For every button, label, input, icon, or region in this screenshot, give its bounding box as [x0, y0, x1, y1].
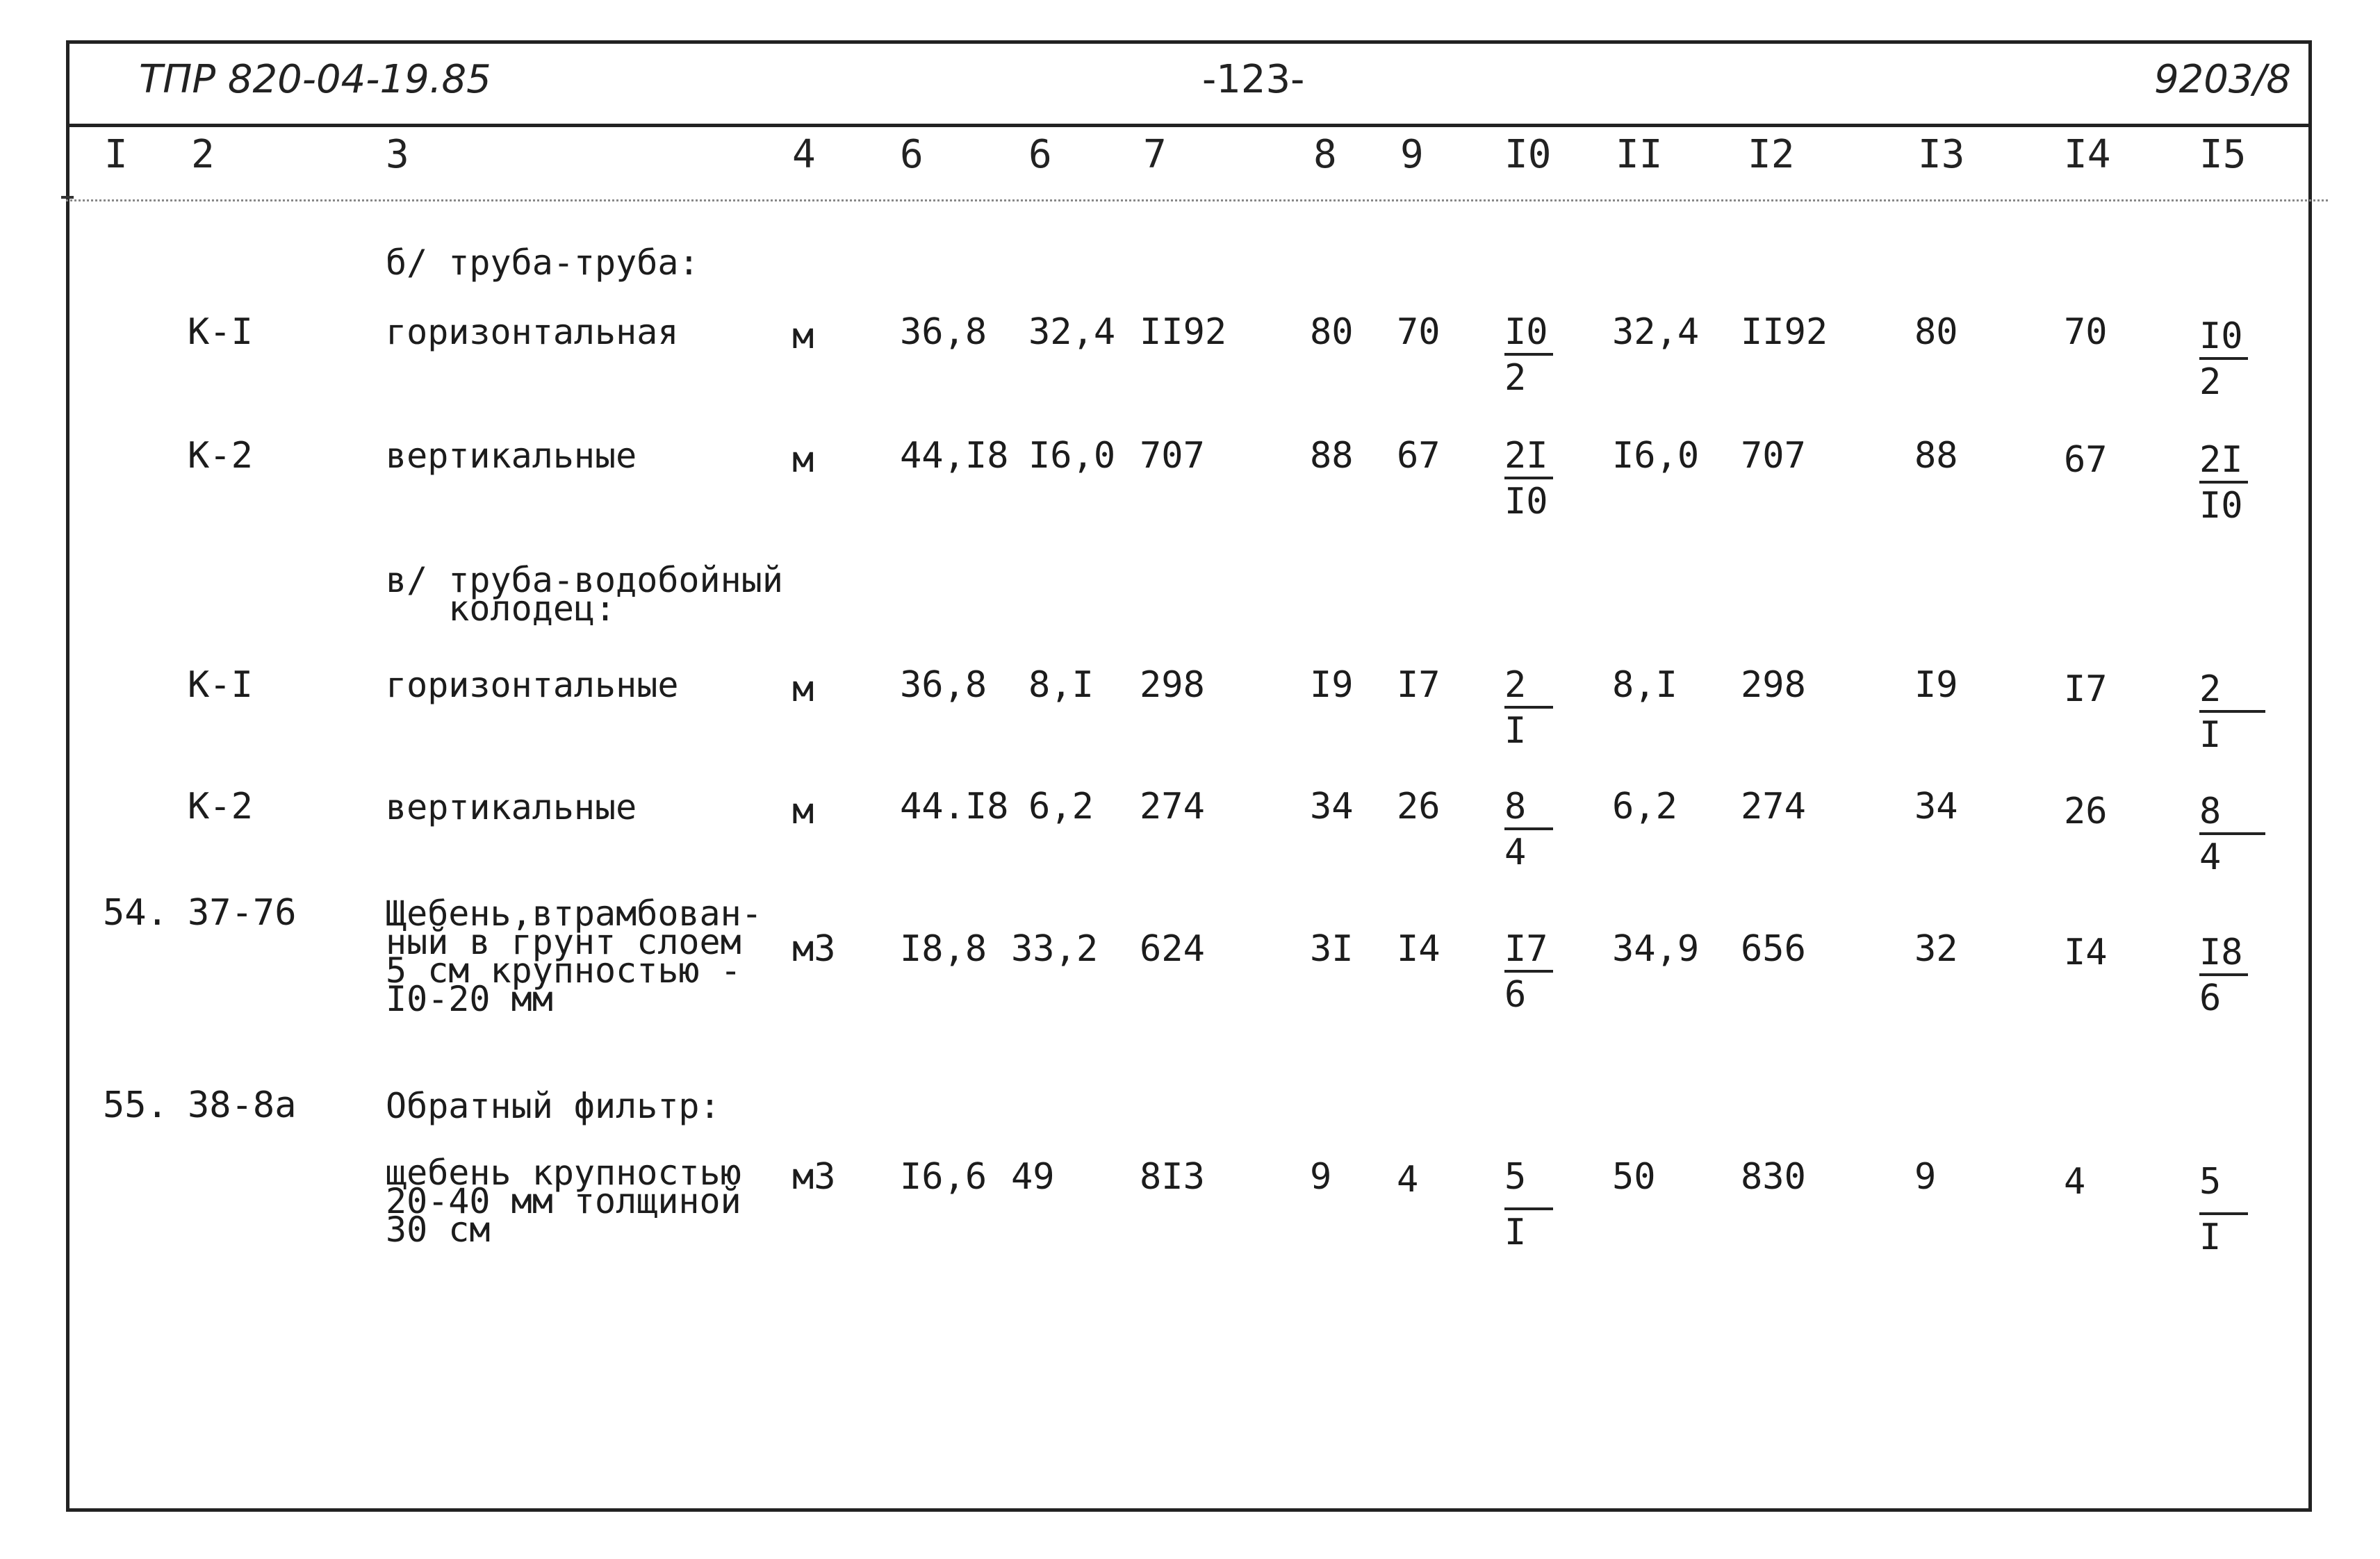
cell-code: К-I [188, 311, 253, 353]
doc-code: ТПР 820-04-19.85 [139, 57, 491, 102]
cell-col7: 707 [1140, 435, 1205, 477]
page-number: -123- [1202, 57, 1305, 102]
fraction-denominator: I [1504, 710, 1527, 752]
cell-col10-fraction [1504, 435, 1553, 522]
cell-col6b: 33,2 [1011, 928, 1099, 970]
fraction-denominator: 6 [2199, 978, 2222, 1019]
col-num-15: I5 [2199, 132, 2247, 177]
cell-col15-fraction [2199, 668, 2265, 756]
cell-unit: м3 [792, 928, 836, 970]
cell-col9: 70 [1397, 311, 1441, 353]
cell-code: 38-8а [188, 1084, 297, 1126]
fraction-denominator: 2 [2199, 361, 2222, 403]
cell-desc: Обратный фильтр: [386, 1086, 721, 1126]
cell-col12: 274 [1741, 786, 1806, 827]
cell-col11: 32,4 [1612, 311, 1700, 353]
cell-col15-fraction [2199, 1161, 2248, 1258]
cell-col11: 50 [1612, 1156, 1656, 1198]
fraction-numerator: I7 [1504, 928, 1548, 970]
fraction-numerator: I8 [2199, 932, 2243, 973]
cell-col15-fraction [2199, 315, 2248, 403]
fraction-numerator: 5 [1504, 1156, 1527, 1198]
col-num-7: 7 [1143, 132, 1167, 177]
cell-col10-fraction [1504, 664, 1553, 752]
cell-col8: 80 [1310, 311, 1354, 353]
cell-col6a: I6,6 [900, 1156, 987, 1198]
cell-col9: 67 [1397, 435, 1441, 477]
cell-col8: 9 [1310, 1156, 1332, 1198]
cell-col14: 67 [2064, 439, 2108, 481]
fraction-numerator: 8 [2199, 791, 2222, 832]
cell-col14: 4 [2064, 1161, 2086, 1203]
cell-col6b: 32,4 [1028, 311, 1116, 353]
cell-col12: II92 [1741, 311, 1828, 353]
cell-code: 37-76 [188, 892, 297, 934]
fraction-denominator: 4 [1504, 832, 1527, 873]
cell-unit: м [792, 668, 814, 710]
cell-col10-fraction [1504, 928, 1553, 1016]
fraction-denominator: I [1504, 1212, 1527, 1253]
col-num-3: 3 [386, 132, 409, 177]
header-divider [66, 124, 2312, 127]
cell-desc: щебень крупностью 20-40 мм толщиной 30 см [386, 1153, 741, 1250]
cell-col9: 26 [1397, 786, 1441, 827]
cell-col11: 34,9 [1612, 928, 1700, 970]
col-num-8: 8 [1313, 132, 1337, 177]
cell-unit: м [792, 791, 814, 832]
cell-col14: I4 [2064, 932, 2108, 973]
cell-col12: 830 [1741, 1156, 1806, 1198]
fraction-numerator: 2 [2199, 668, 2222, 710]
col-num-5: 6 [900, 132, 924, 177]
fraction-numerator: 2I [2199, 439, 2243, 481]
margin-tick [61, 196, 74, 199]
cell-col14: 70 [2064, 311, 2108, 353]
cell-col6b: 49 [1011, 1156, 1055, 1198]
cell-col9: I7 [1397, 664, 1441, 706]
cell-col6a: 44,I8 [900, 435, 1009, 477]
cell-col10-fraction [1504, 311, 1553, 399]
col-num-10: I0 [1504, 132, 1552, 177]
fraction-denominator: I0 [2199, 485, 2243, 527]
fraction-numerator: 2 [1504, 664, 1527, 706]
fraction-numerator: 2I [1504, 435, 1548, 477]
cell-desc: горизонтальная [386, 312, 679, 352]
cell-col7: 274 [1140, 786, 1205, 827]
section-heading-pipe-pipe: б/ труба-труба: [386, 242, 700, 283]
fraction-numerator: 5 [2199, 1161, 2222, 1203]
cell-col9: I4 [1397, 928, 1441, 970]
cell-col13: I9 [1914, 664, 1958, 706]
cell-col7: 298 [1140, 664, 1205, 706]
cell-col15-fraction [2199, 791, 2265, 878]
cell-col8: 3I [1310, 928, 1354, 970]
col-num-2: 2 [191, 132, 215, 177]
col-num-14: I4 [2064, 132, 2111, 177]
column-number-divider [66, 199, 2328, 201]
cell-col11: 6,2 [1612, 786, 1677, 827]
cell-item-number: 54. [103, 892, 168, 934]
cell-unit: м [792, 315, 814, 357]
cell-col8: 34 [1310, 786, 1354, 827]
cell-col15-fraction [2199, 439, 2248, 527]
cell-col15-fraction [2199, 932, 2248, 1019]
fraction-denominator: I [2199, 1216, 2222, 1258]
cell-col13: 32 [1914, 928, 1958, 970]
cell-col13: 34 [1914, 786, 1958, 827]
sheet-number: 9203/8 [2154, 57, 2292, 102]
cell-code: К-2 [188, 786, 253, 827]
cell-col14: I7 [2064, 668, 2108, 710]
fraction-denominator: 4 [2199, 836, 2222, 878]
cell-col6a: I8,8 [900, 928, 987, 970]
col-num-12: I2 [1748, 132, 1795, 177]
cell-unit: м3 [792, 1156, 836, 1198]
cell-col6b: 8,I [1028, 664, 1094, 706]
cell-code: К-2 [188, 435, 253, 477]
col-num-4: 4 [792, 132, 816, 177]
cell-col7: 624 [1140, 928, 1205, 970]
cell-item-number: 55. [103, 1084, 168, 1126]
cell-unit: м [792, 439, 814, 481]
section-heading-pipe-well: в/ труба-водобойный колодец: [386, 560, 783, 629]
fraction-numerator: I0 [2199, 315, 2243, 357]
col-num-11: II [1616, 132, 1663, 177]
cell-col6a: 36,8 [900, 664, 987, 706]
cell-col8: 88 [1310, 435, 1354, 477]
cell-col6b: 6,2 [1028, 786, 1094, 827]
col-num-6: 6 [1028, 132, 1052, 177]
cell-code: К-I [188, 664, 253, 706]
cell-col12: 656 [1741, 928, 1806, 970]
col-num-1: I [104, 132, 128, 177]
cell-col13: 88 [1914, 435, 1958, 477]
cell-col12: 298 [1741, 664, 1806, 706]
cell-col9: 4 [1397, 1159, 1419, 1201]
cell-desc: вертикальные [386, 787, 637, 827]
cell-col7: II92 [1140, 311, 1227, 353]
cell-col14: 26 [2064, 791, 2108, 832]
cell-col6b: I6,0 [1028, 435, 1116, 477]
cell-col6a: 36,8 [900, 311, 987, 353]
cell-col12: 707 [1741, 435, 1806, 477]
fraction-denominator: I [2199, 714, 2222, 756]
col-num-9: 9 [1400, 132, 1424, 177]
cell-col11: I6,0 [1612, 435, 1700, 477]
fraction-numerator: I0 [1504, 311, 1548, 353]
cell-desc: горизонтальные [386, 665, 679, 705]
cell-col11: 8,I [1612, 664, 1677, 706]
cell-col7: 8I3 [1140, 1156, 1205, 1198]
fraction-denominator: I0 [1504, 481, 1548, 522]
cell-col13: 80 [1914, 311, 1958, 353]
fraction-numerator: 8 [1504, 786, 1527, 827]
fraction-denominator: 6 [1504, 974, 1527, 1016]
cell-desc: Щебень,втрамбован- ный в грунт слоем 5 см крупностью - I0-20 мм [386, 893, 762, 1019]
fraction-denominator: 2 [1504, 357, 1527, 399]
cell-col10-fraction [1504, 786, 1553, 873]
cell-col13: 9 [1914, 1156, 1937, 1198]
cell-col10-fraction [1504, 1156, 1553, 1253]
col-num-13: I3 [1918, 132, 1965, 177]
cell-col6a: 44.I8 [900, 786, 1009, 827]
cell-col8: I9 [1310, 664, 1354, 706]
cell-desc: вертикальные [386, 436, 637, 476]
